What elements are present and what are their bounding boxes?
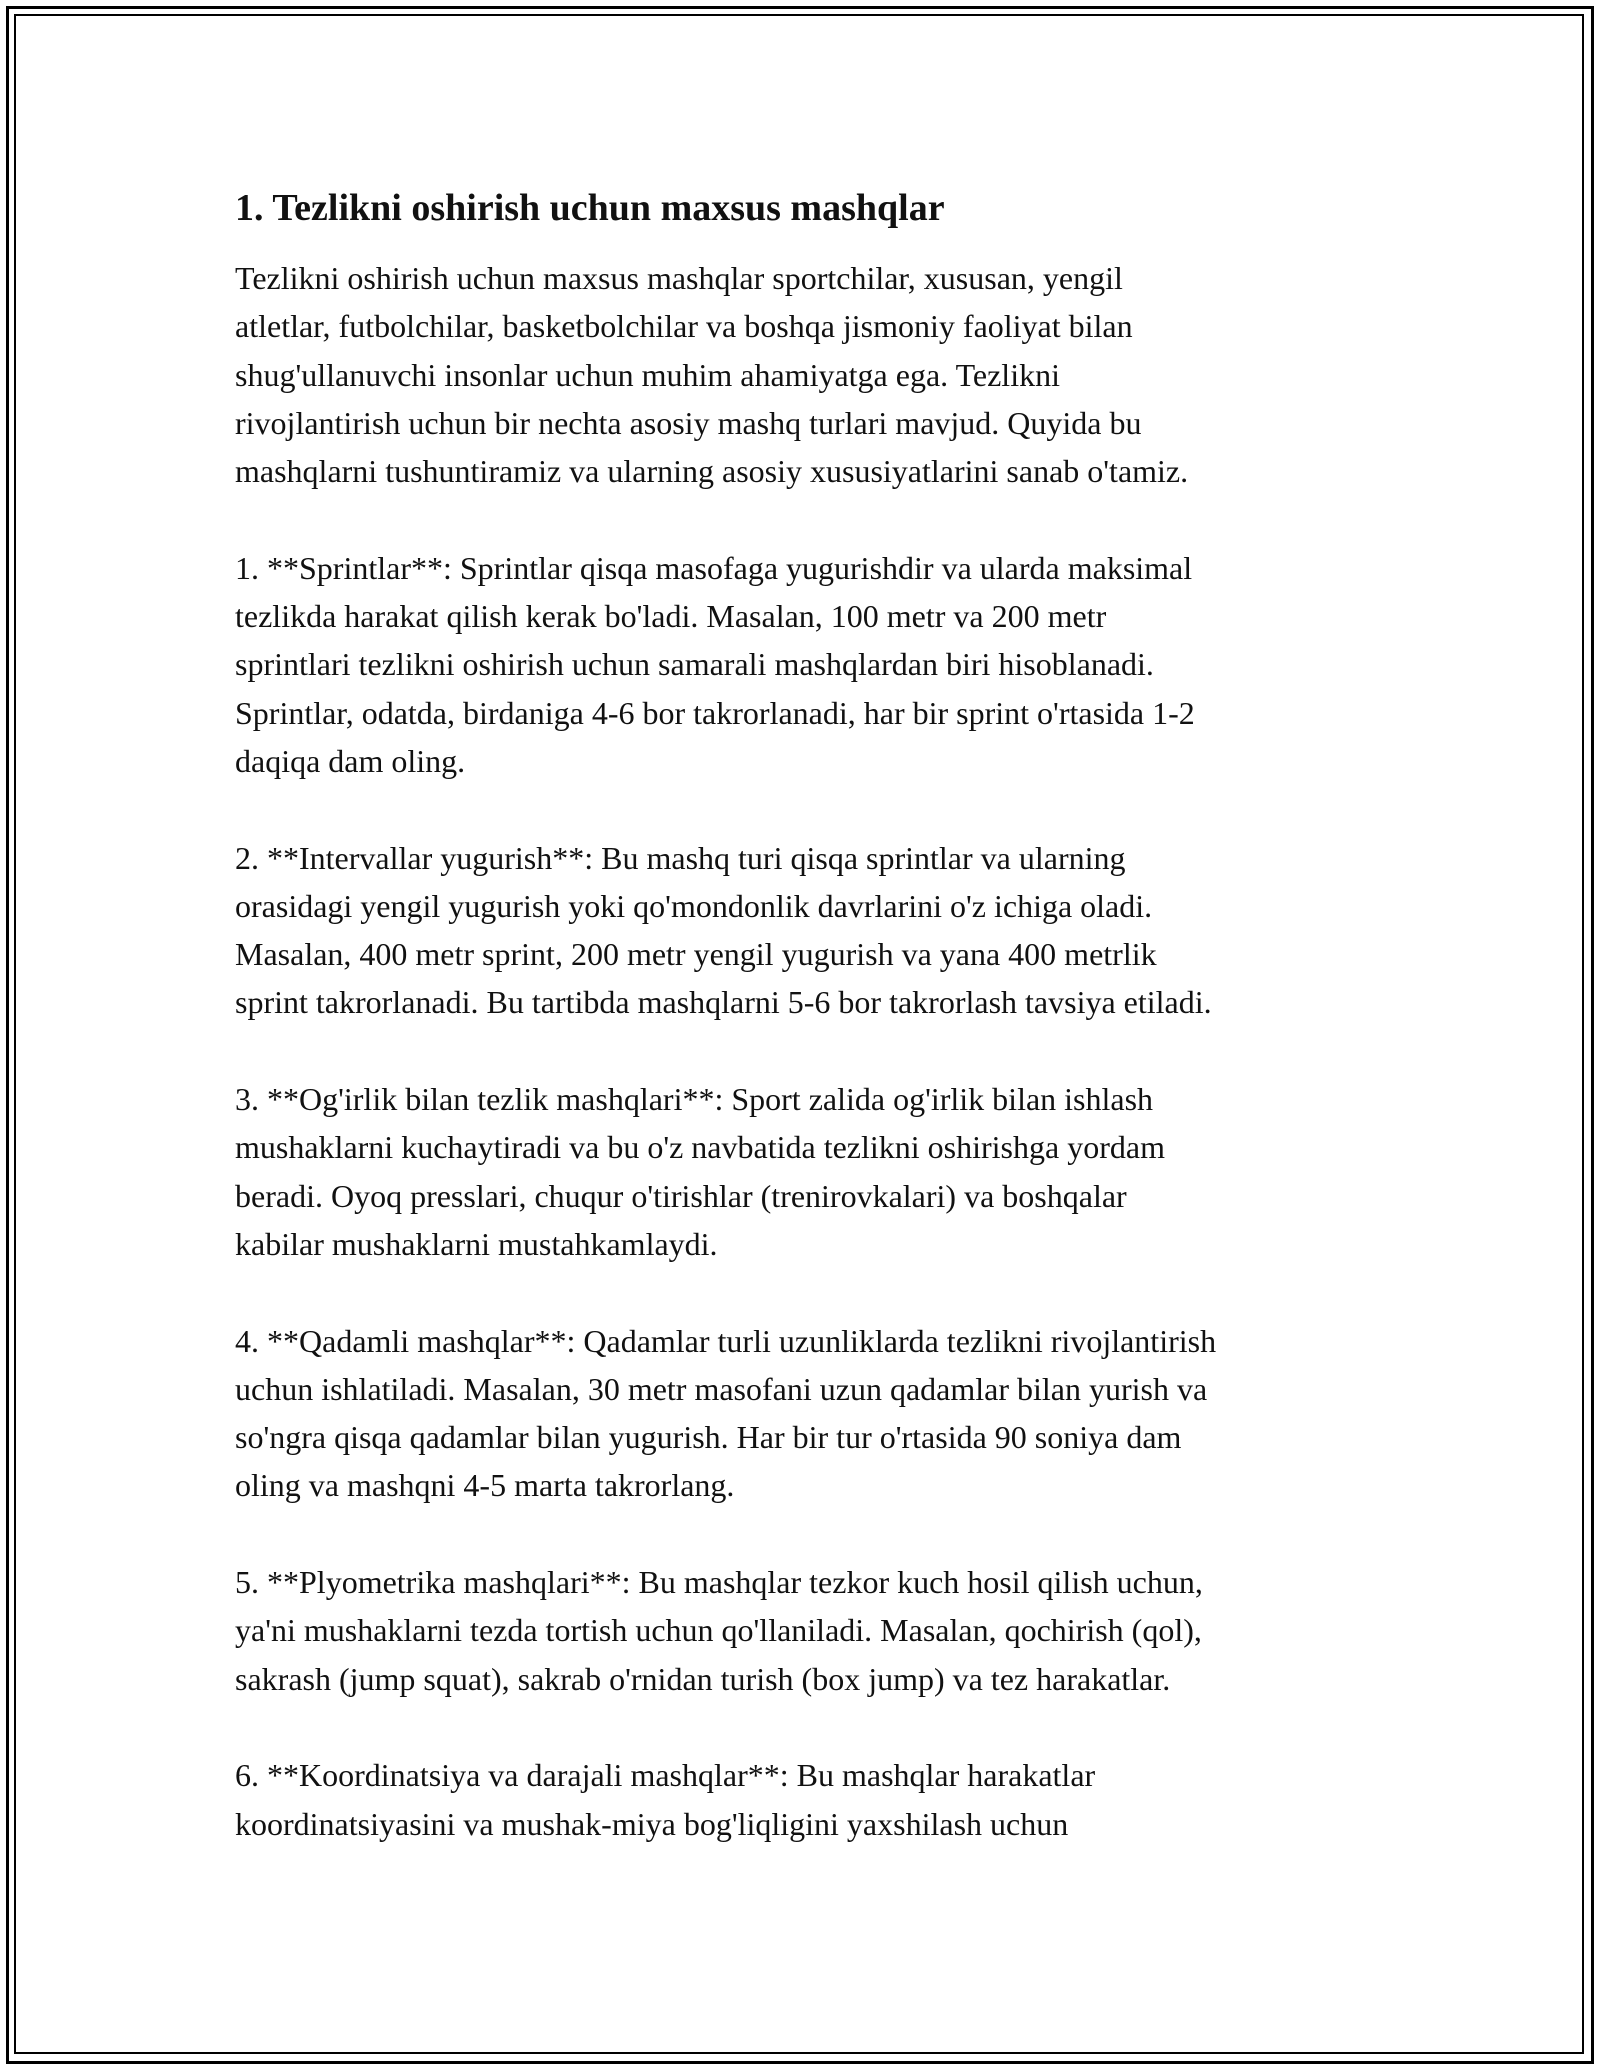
document-body — [235, 184, 1375, 1896]
text-line: kabilar mushaklarni mustahkamlaydi. — [235, 1225, 718, 1262]
text-line: 4. **Qadamli mashqlar**: Qadamlar turli uzunliklarda tezlikni rivojlantirish — [235, 1322, 1217, 1359]
text-line: beradi. Oyoq presslari, chuqur o'tirishlar (trenirovkalari) va boshqalar — [235, 1177, 1127, 1214]
text-line: Sprintlar, odatda, birdaniga 4-6 bor takrorlanadi, har bir sprint o'rtasida 1-2 — [235, 694, 1195, 731]
text-line: 5. **Plyometrika mashqlari**: Bu mashqlar tezkor kuch hosil qilish uchun, — [235, 1564, 1203, 1601]
text-line: koordinatsiyasini va mushak-miya bog'liqligini yaxshilash uchun — [235, 1805, 1069, 1842]
list-item-sprintlar — [235, 544, 1375, 785]
list-item-intervallar — [235, 834, 1375, 1027]
text-line: orasidagi yengil yugurish yoki qo'mondonlik davrlarini o'z ichiga oladi. — [235, 887, 1153, 924]
list-item-ogirlik — [235, 1075, 1375, 1268]
text-line: 2. **Intervallar yugurish**: Bu mashq turi qisqa sprintlar va ularning — [235, 839, 1126, 876]
text-line: ya'ni mushaklarni tezda tortish uchun qo'llaniladi. Masalan, qochirish (qol), — [235, 1612, 1202, 1649]
intro-paragraph — [235, 254, 1375, 495]
text-line: rivojlantirish uchun bir nechta asosiy mashq turlari mavjud. Quyida bu — [235, 404, 1142, 441]
list-item-qadamli — [235, 1317, 1375, 1510]
text-line: uchun ishlatiladi. Masalan, 30 metr masofani uzun qadamlar bilan yurish va — [235, 1370, 1208, 1407]
text-line: sakrash (jump squat), sakrab o'rnidan turish (box jump) va tez harakatlar. — [235, 1660, 1171, 1697]
list-item-koordinatsiya — [235, 1751, 1375, 1848]
text-line: tezlikda harakat qilish kerak bo'ladi. Masalan, 100 metr va 200 metr — [235, 598, 1107, 635]
text-line: mushaklarni kuchaytiradi va bu o'z navbatida tezlikni oshirishga yordam — [235, 1129, 1165, 1166]
text-line: 3. **Og'irlik bilan tezlik mashqlari**: Sport zalida og'irlik bilan ishlash — [235, 1081, 1154, 1118]
text-line: sprintlari tezlikni oshirish uchun samarali mashqlardan biri hisoblanadi. — [235, 646, 1154, 683]
document-title: 1. Tezlikni oshirish uchun maxsus mashqlar — [235, 187, 945, 229]
text-line: Tezlikni oshirish uchun maxsus mashqlar sportchilar, xususan, yengil — [235, 260, 1123, 296]
list-item-plyometrika — [235, 1558, 1375, 1703]
text-line: shug'ullanuvchi insonlar uchun muhim ahamiyatga ega. Tezlikni — [235, 356, 1060, 393]
text-line: atletlar, futbolchilar, basketbolchilar va boshqa jismoniy faoliyat bilan — [235, 308, 1133, 345]
text-line: 6. **Koordinatsiya va darajali mashqlar**: Bu mashqlar harakatlar — [235, 1757, 1096, 1794]
text-line: oling va mashqni 4-5 marta takrorlang. — [235, 1467, 735, 1504]
text-line: so'ngra qisqa qadamlar bilan yugurish. Har bir tur o'rtasida 90 soniya dam — [235, 1419, 1182, 1456]
text-line: daqiqa dam oling. — [235, 742, 466, 779]
text-line: Masalan, 400 metr sprint, 200 metr yengil yugurish va yana 400 metrlik — [235, 936, 1157, 973]
text-line: 1. **Sprintlar**: Sprintlar qisqa masofaga yugurishdir va ularda maksimal — [235, 549, 1193, 586]
text-line: mashqlarni tushuntiramiz va ularning asosiy xususiyatlarini sanab o'tamiz. — [235, 453, 1189, 490]
text-line: sprint takrorlanadi. Bu tartibda mashqlarni 5-6 bor takrorlash tavsiya etiladi. — [235, 984, 1212, 1021]
